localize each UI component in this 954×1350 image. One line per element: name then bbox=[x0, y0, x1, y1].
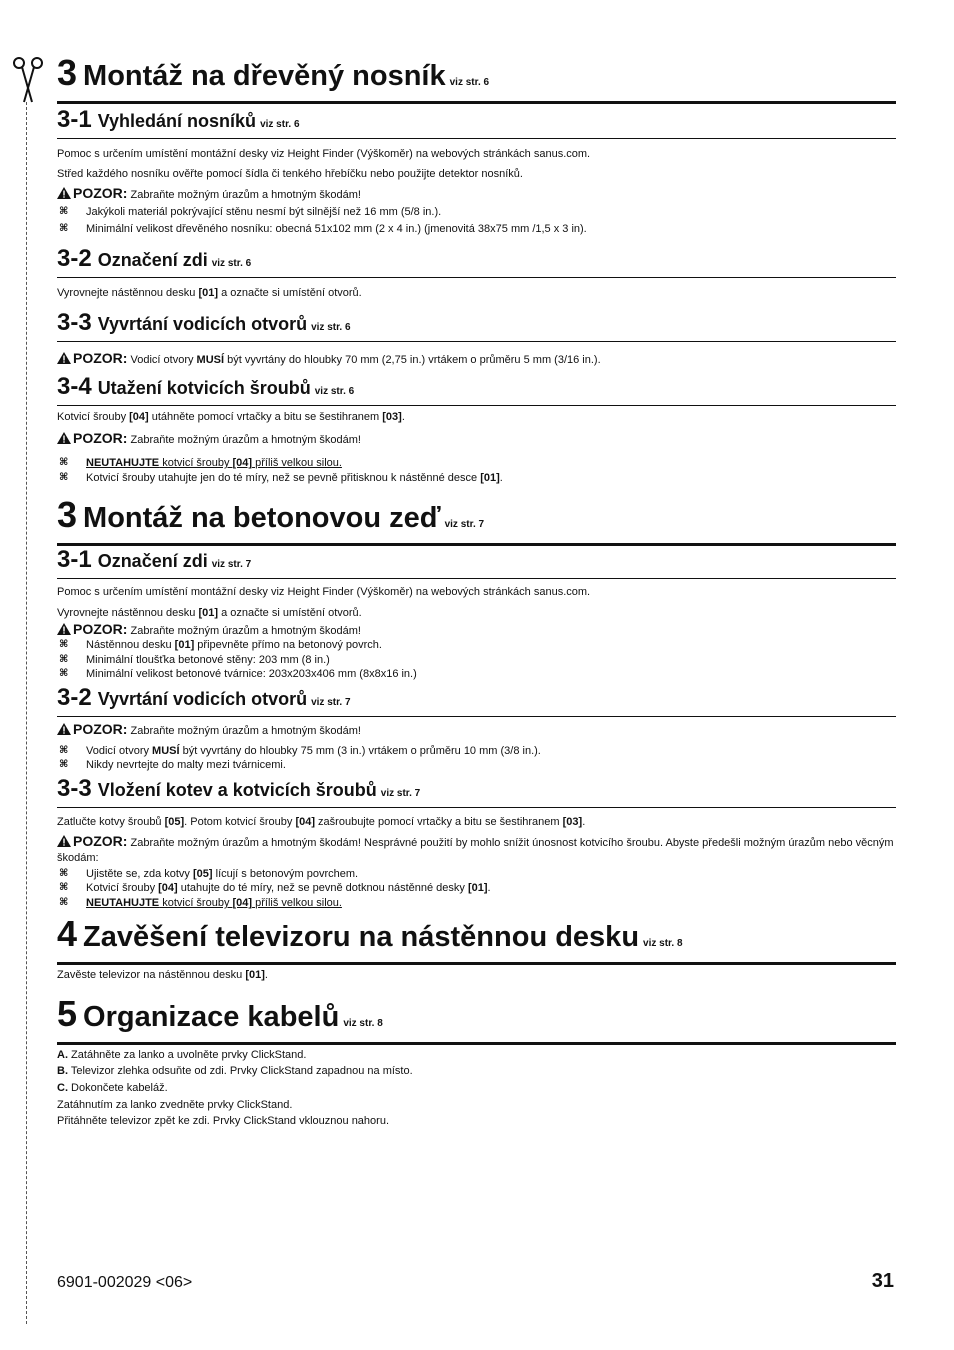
list-item-text: Minimální velikost dřevěného nosníku: obecná 51x102 mm (2 x 4 in.) (jmenovitá 38x75 mm /1,5 x 3 in). bbox=[86, 223, 587, 235]
subsection-heading-3-1 bbox=[57, 108, 896, 139]
list-item bbox=[57, 205, 896, 219]
section-number: 3 bbox=[57, 52, 78, 93]
paragraph: Zatlučte kotvy šroubů [05]. Potom kotvicí šrouby [04] zašroubujte pomocí vrtačky a bitu se šestihranem [03]. bbox=[57, 816, 586, 828]
warning-text: Zabraňte možným úrazům a hmotným škodám! bbox=[127, 434, 361, 446]
warning-label: POZOR: bbox=[73, 350, 128, 366]
section-title: Montáž na dřevěný nosník bbox=[83, 60, 446, 92]
step-c: C. Dokončete kabeláž. bbox=[57, 1082, 168, 1094]
page-reference: viz str. 7 bbox=[444, 519, 485, 530]
warning-triangle-icon bbox=[57, 187, 71, 199]
list-item: ⌘ Minimální velikost betonové tvárnice: 203x203x406 mm (8x8x16 in.) bbox=[59, 668, 417, 680]
list-item: ⌘ NEUTAHUJTE kotvicí šrouby [04] příliš velkou silou. bbox=[59, 897, 342, 909]
paragraph: Zavěste televizor na nástěnnou desku [01]. bbox=[57, 969, 268, 981]
x-bullet-icon: ⌘ bbox=[59, 759, 69, 770]
paragraph: Přitáhněte televizor zpět ke zdi. Prvky ClickStand vklouznou nahoru. bbox=[57, 1115, 389, 1127]
subsection-title: Utažení kotvicích šroubů bbox=[97, 378, 311, 398]
subsection-number: 3-4 bbox=[57, 373, 92, 400]
x-bullet-icon: ⌘ bbox=[59, 639, 69, 650]
subsection-heading-3-3 bbox=[57, 777, 896, 808]
page-reference: viz str. 7 bbox=[311, 697, 351, 708]
list-item: ⌘ Nástěnnou desku [01] připevněte přímo na betonový povrch. bbox=[59, 639, 382, 651]
list-item-text: Jakýkoli materiál pokrývající stěnu nesmí být silnější než 16 mm (5/8 in.). bbox=[86, 206, 442, 218]
list-item: ⌘ Ujistěte se, zda kotvy [05] lícují s betonovým povrchem. bbox=[59, 868, 359, 880]
warning-note bbox=[57, 622, 896, 639]
warning-label: POZOR: bbox=[73, 721, 128, 737]
warning-text: Zabraňte možným úrazům a hmotným škodám! Nesprávné použití by mohlo snížit únosnost kotvicího šroubu. Abyste předešli možným úrazům nebo věcným škodám: bbox=[57, 837, 894, 864]
subsection-heading-3-1 bbox=[57, 548, 896, 579]
paragraph: Zatáhnutím za lanko zvedněte prvky ClickStand. bbox=[57, 1099, 293, 1111]
warning-label: POZOR: bbox=[73, 621, 128, 637]
warning-triangle-icon bbox=[57, 352, 71, 364]
section-heading-cables bbox=[57, 993, 896, 1045]
page-number: 31 bbox=[871, 1270, 894, 1292]
section-number: 3 bbox=[57, 494, 78, 535]
page-reference: viz str. 6 bbox=[260, 119, 300, 130]
paragraph: Kotvicí šrouby [04] utáhněte pomocí vrtačky a bitu se šestihranem [03]. bbox=[57, 411, 405, 423]
warning-triangle-icon bbox=[57, 623, 71, 635]
warning-note: POZOR: Vodicí otvory MUSÍ být vyvrtány do hloubky 70 mm (2,75 in.) vrtákem o průměru 5 mm (3/16 in.). bbox=[57, 351, 896, 368]
step-a: A. Zatáhněte za lanko a uvolněte prvky ClickStand. bbox=[57, 1049, 307, 1061]
warning-text: Zabraňte možným úrazům a hmotným škodám! bbox=[127, 725, 361, 737]
document-code: 6901-002029 <06> bbox=[57, 1274, 193, 1291]
section-number: 4 bbox=[57, 913, 78, 954]
subsection-number: 3-1 bbox=[57, 106, 92, 133]
paragraph: Vyrovnejte nástěnnou desku [01] a označte si umístění otvorů. bbox=[57, 607, 362, 619]
list-item: ⌘ Minimální tloušťka betonové stěny: 203 mm (8 in.) bbox=[59, 654, 330, 666]
subsection-title: Označení zdi bbox=[97, 250, 208, 270]
paragraph: Vyrovnejte nástěnnou desku [01] a označte si umístění otvorů. bbox=[57, 287, 362, 299]
x-bullet-icon: ⌘ bbox=[59, 206, 69, 217]
subsection-title: Vložení kotev a kotvicích šroubů bbox=[97, 780, 377, 800]
list-item: ⌘ Kotvicí šrouby [04] utahujte do té míry, než se pevně dotknou nástěnné desky [01]. bbox=[59, 882, 491, 894]
warning-note bbox=[57, 722, 896, 739]
subsection-number: 3-2 bbox=[57, 245, 92, 272]
warning-note bbox=[57, 186, 896, 203]
warning-triangle-icon bbox=[57, 432, 71, 444]
list-item: ⌘ NEUTAHUJTE kotvicí šrouby [04] příliš velkou silou. bbox=[59, 457, 342, 469]
cut-line bbox=[26, 102, 27, 1324]
page-reference: viz str. 7 bbox=[380, 788, 421, 799]
x-bullet-icon: ⌘ bbox=[59, 868, 69, 879]
warning-triangle-icon bbox=[57, 835, 71, 847]
subsection-number: 3-2 bbox=[57, 684, 92, 711]
warning-label: POZOR: bbox=[73, 833, 128, 849]
x-bullet-icon: ⌘ bbox=[59, 223, 69, 234]
x-bullet-icon: ⌘ bbox=[59, 654, 69, 665]
subsection-title: Vyhledání nosníků bbox=[97, 111, 257, 131]
paragraph: Pomoc s určením umístění montážní desky viz Height Finder (Výškoměr) na webových stránkách sanus.com. bbox=[57, 586, 591, 598]
subsection-heading-3-3 bbox=[57, 311, 896, 342]
paragraph: Pomoc s určením umístění montážní desky viz Height Finder (Výškoměr) na webových stránkách sanus.com. bbox=[57, 148, 591, 160]
warning-note bbox=[57, 834, 896, 866]
page-reference: viz str. 8 bbox=[343, 1018, 383, 1029]
section-title: Montáž na betonovou zeď bbox=[83, 502, 441, 534]
page-reference: viz str. 6 bbox=[311, 322, 351, 333]
list-item bbox=[57, 222, 896, 236]
warning-label: POZOR: bbox=[73, 185, 128, 201]
page-reference: viz str. 7 bbox=[211, 559, 252, 570]
paragraph: Střed každého nosníku ověřte pomocí šídla či tenkého hřebíčku nebo použijte detektor nosníků. bbox=[57, 168, 523, 180]
x-bullet-icon: ⌘ bbox=[59, 668, 69, 679]
warning-label: POZOR: bbox=[73, 430, 128, 446]
x-bullet-icon: ⌘ bbox=[59, 882, 69, 893]
scissors-icon bbox=[12, 56, 44, 104]
list-item: ⌘ Vodicí otvory MUSÍ být vyvrtány do hloubky 75 mm (3 in.) vrtákem o průměru 10 mm (3/8 in.). bbox=[59, 745, 541, 757]
warning-triangle-icon bbox=[57, 723, 71, 735]
x-bullet-icon: ⌘ bbox=[59, 457, 69, 468]
warning-note bbox=[57, 431, 896, 448]
page-reference: viz str. 6 bbox=[211, 258, 252, 269]
subsection-title: Vyvrtání vodicích otvorů bbox=[97, 314, 308, 334]
list-item: ⌘ Nikdy nevrtejte do malty mezi tvárnicemi. bbox=[59, 759, 286, 771]
subsection-heading-3-2 bbox=[57, 686, 896, 717]
page-reference: viz str. 8 bbox=[643, 938, 683, 949]
section-heading-concrete bbox=[57, 494, 896, 546]
x-bullet-icon: ⌘ bbox=[59, 745, 69, 756]
subsection-number: 3-3 bbox=[57, 309, 92, 336]
subsection-title: Vyvrtání vodicích otvorů bbox=[97, 689, 308, 709]
subsection-number: 3-3 bbox=[57, 775, 92, 802]
subsection-heading-3-2 bbox=[57, 247, 896, 278]
x-bullet-icon: ⌘ bbox=[59, 472, 69, 483]
page-reference: viz str. 6 bbox=[314, 386, 355, 397]
x-bullet-icon: ⌘ bbox=[59, 897, 69, 908]
list-item: ⌘ Kotvicí šrouby utahujte jen do té míry, než se pevně přitisknou k nástěnné desce [01]. bbox=[59, 472, 503, 484]
warning-text: Zabraňte možným úrazům a hmotným škodám! bbox=[127, 189, 361, 201]
subsection-title: Označení zdi bbox=[97, 551, 208, 571]
section-title: Zavěšení televizoru na nástěnnou desku bbox=[83, 921, 640, 953]
section-heading-wood bbox=[57, 52, 896, 104]
step-b: B. Televizor zlehka odsuňte od zdi. Prvky ClickStand zapadnou na místo. bbox=[57, 1065, 413, 1077]
warning-text: Zabraňte možným úrazům a hmotným škodám! bbox=[127, 625, 361, 637]
subsection-heading-3-4 bbox=[57, 375, 896, 406]
section-number: 5 bbox=[57, 993, 78, 1034]
section-title: Organizace kabelů bbox=[83, 1001, 340, 1033]
section-heading-hang-tv bbox=[57, 913, 896, 965]
subsection-number: 3-1 bbox=[57, 546, 92, 573]
page-reference: viz str. 6 bbox=[449, 77, 490, 88]
